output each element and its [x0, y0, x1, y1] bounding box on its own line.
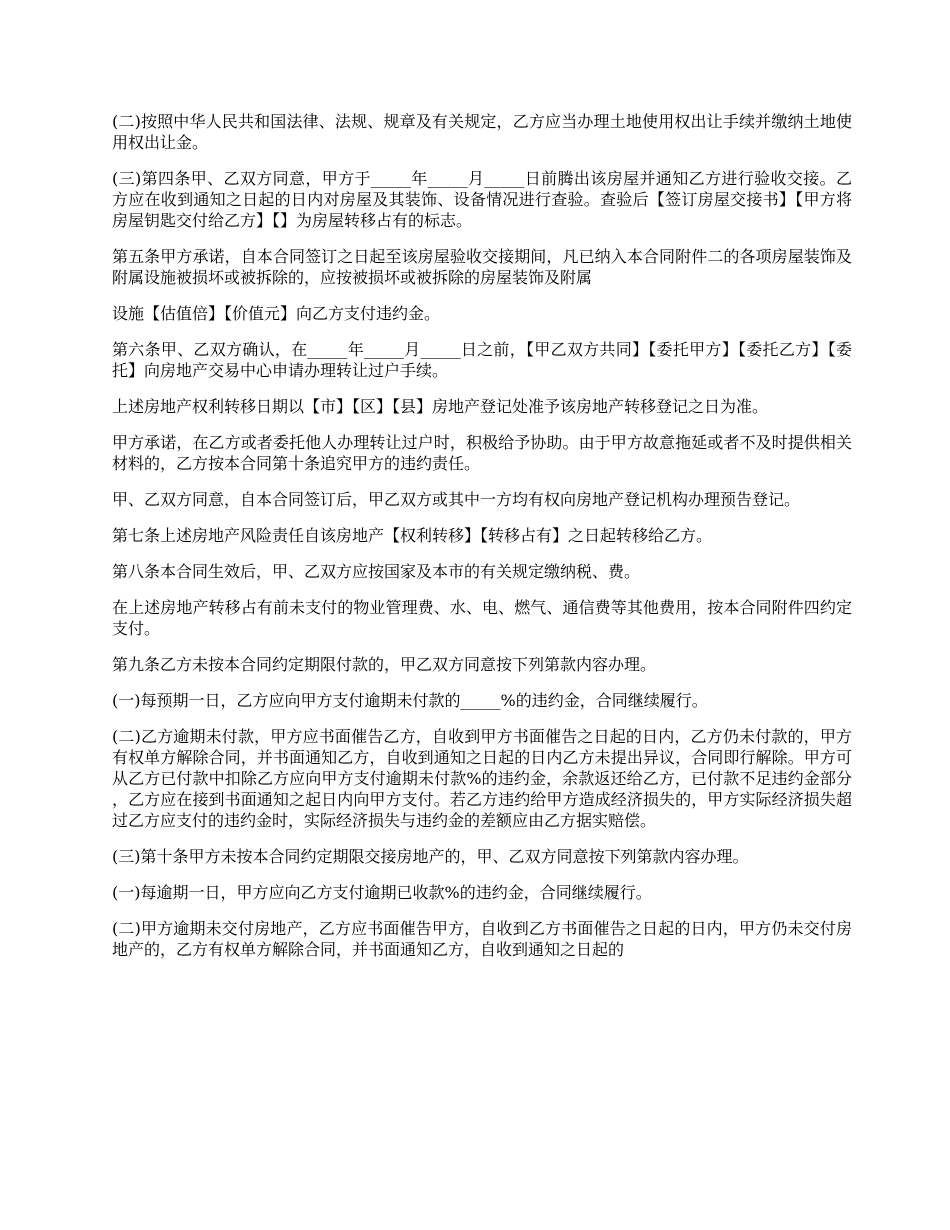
paragraph: 甲方承诺，在乙方或者委托他人办理转让过户时，积极给予协助。由于甲方故意拖延或者不及时提供相关材料的，乙方按本合同第十条追究甲方的违约责任。 [112, 433, 852, 473]
paragraph: 在上述房地产转移占有前未支付的物业管理费、水、电、燃气、通信费等其他费用，按本合同附件四约定支付。 [112, 598, 852, 638]
document-page [112, 111, 852, 975]
paragraph: (二)按照中华人民共和国法律、法规、规章及有关规定，乙方应当办理土地使用权出让手续并缴纳土地使用权出让金。 [112, 112, 852, 152]
paragraph: (一)每逾期一日，甲方应向乙方支付逾期已收款%的违约金，合同继续履行。 [112, 883, 652, 902]
paragraph: 第七条上述房地产风险责任自该房地产【权利转移】【转移占有】之日起转移给乙方。 [112, 526, 713, 545]
paragraph: 甲、乙双方同意，自本合同签订后，甲乙双方或其中一方均有权向房地产登记机构办理预告登记。 [112, 490, 801, 509]
paragraph: 上述房地产权利转移日期以【市】【区】【县】房地产登记处准予该房地产转移登记之日为准。 [112, 397, 769, 416]
paragraph: (三)第十条甲方未按本合同约定期限交接房地产的，甲、乙双方同意按下列第款内容办理。 [112, 847, 749, 866]
paragraph: (二)甲方逾期未交付房地产，乙方应书面催告甲方，自收到乙方书面催告之日起的日内，甲方仍未交付房地产的，乙方有权单方解除合同，并书面通知乙方，自收到通知之日起的 [112, 919, 852, 959]
paragraph: 第五条甲方承诺，自本合同签订之日起至该房屋验收交接期间，凡已纳入本合同附件二的各项房屋装饰及附属设施被损坏或被拆除的，应按被损坏或被拆除的房屋装饰及附属 [112, 247, 852, 287]
paragraph: 第六条甲、乙双方确认，在_____年_____月_____日之前，【甲乙双方共同】【委托甲方】【委托乙方】【委托】向房地产交易中心申请办理转让过户手续。 [112, 340, 852, 380]
paragraph: 第八条本合同生效后，甲、乙双方应按国家及本市的有关规定缴纳税、费。 [112, 562, 641, 581]
paragraph: (二)乙方逾期未付款，甲方应书面催告乙方，自收到甲方书面催告之日起的日内，乙方仍未付款的，甲方有权单方解除合同，并书面通知乙方，自收到通知之日起的日内乙方未提出异议，合同即行解除。甲方可从乙方已付款中扣除乙方应向甲方支付逾期未付款%的违约金，余款返还给乙方，已付款不足违约金部分，乙方应在接到书面通知之起日内向甲方支付。若乙方违约给甲方造成经济损失的，甲方实际经济损失超过乙方应支付的违约金时，实际经济损失与违约金的差额应由乙方据实赔偿。 [112, 727, 852, 830]
paragraph: (三)第四条甲、乙双方同意，甲方于_____年_____月_____日前腾出该房屋并通知乙方进行验收交接。乙方应在收到通知之日起的日内对房屋及其装饰、设备情况进行查验。查验后【签订房屋交接书】【甲方将房屋钥匙交付给乙方】【】为房屋转移占有的标志。 [112, 169, 852, 230]
paragraph: 第九条乙方未按本合同约定期限付款的，甲乙双方同意按下列第款内容办理。 [112, 655, 657, 674]
paragraph: 设施【估值倍】【价值元】向乙方支付违约金。 [112, 304, 441, 323]
paragraph: (一)每预期一日，乙方应向甲方支付逾期未付款的_____%的违约金，合同继续履行。 [112, 691, 708, 710]
